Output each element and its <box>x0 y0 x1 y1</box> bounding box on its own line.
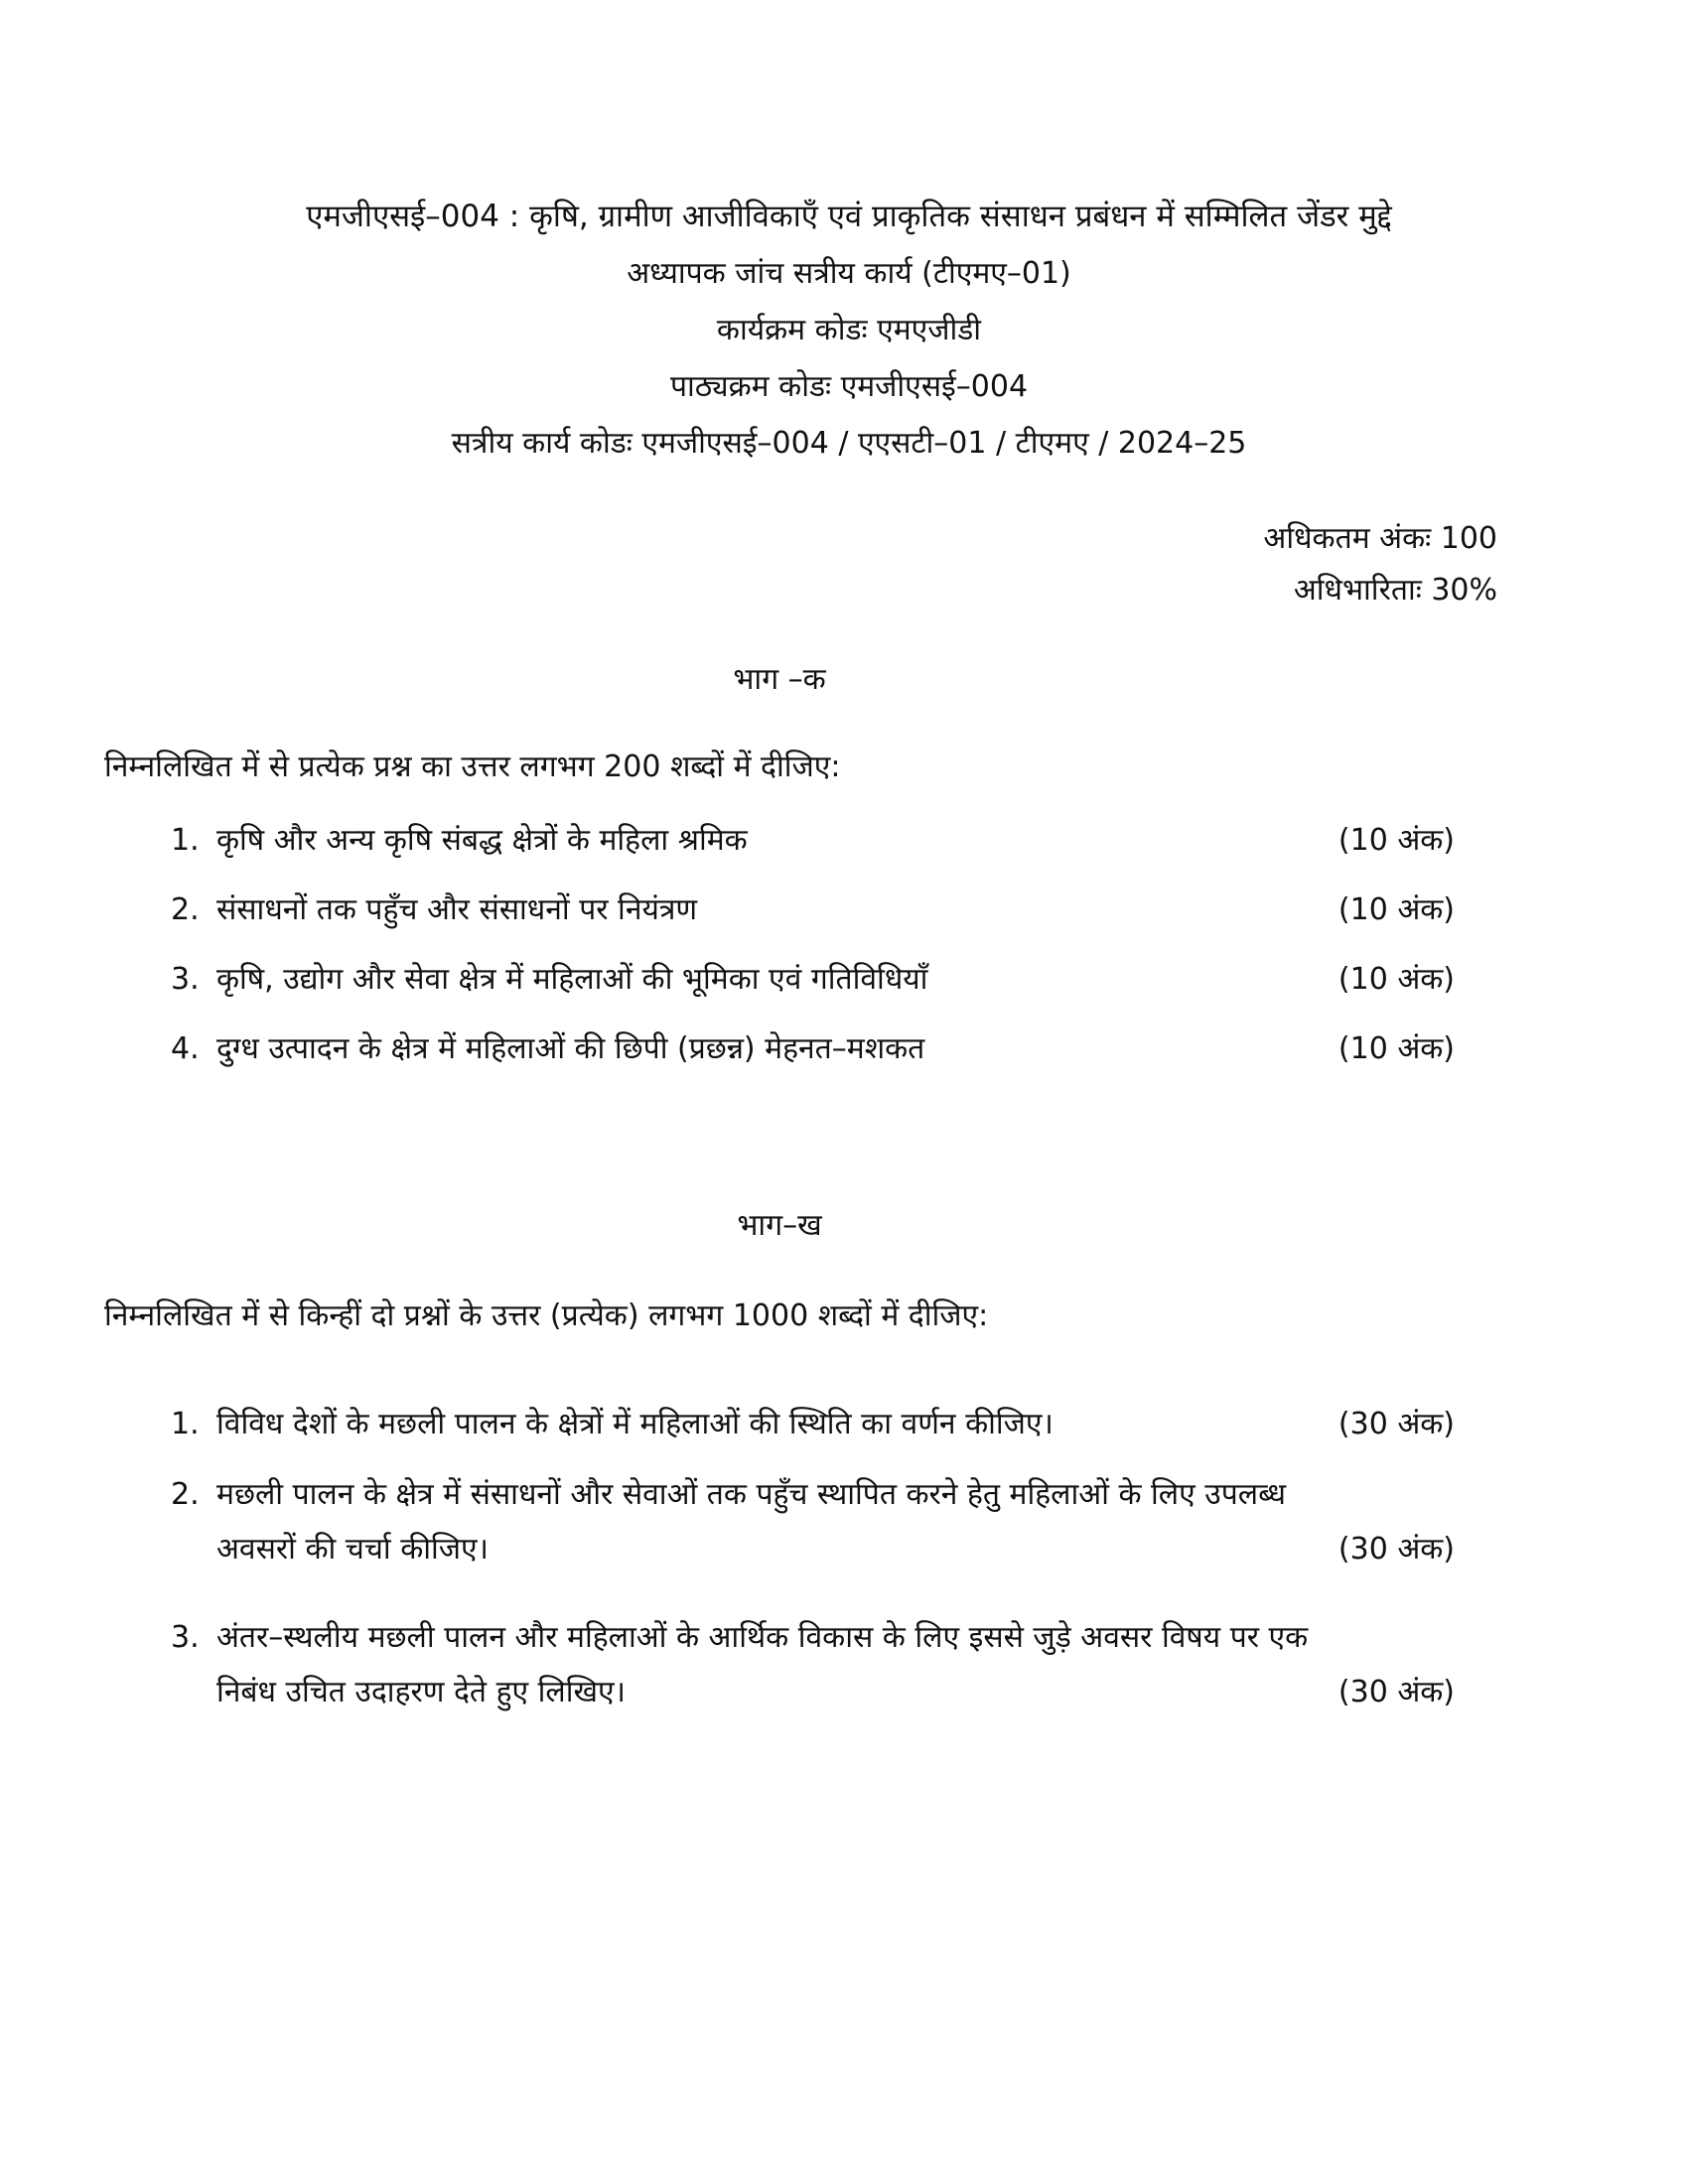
question-row <box>171 1032 1455 1066</box>
question-row <box>171 1478 1455 1512</box>
part-b-question-list <box>171 1408 1455 1709</box>
program-code-line: कार्यक्रम कोडः एमएजीडी <box>716 313 982 347</box>
part-a-heading: भाग –क <box>733 662 826 697</box>
question-marks: (10 अंक) <box>1337 1031 1455 1066</box>
question-number: 2. <box>171 1477 200 1512</box>
question-row <box>171 824 1455 858</box>
question-row <box>171 1408 1455 1441</box>
question-row <box>171 963 1455 997</box>
question-marks: (10 अंक) <box>1337 892 1455 927</box>
question-text-continued: अवसरों की चर्चा कीजिए। <box>216 1532 490 1567</box>
part-a-question-list <box>171 824 1455 1102</box>
weightage-line: अधिभारिताः 30% <box>1293 573 1497 608</box>
question-text: कृषि और अन्य कृषि संबद्ध क्षेत्रों के महिला श्रमिक <box>216 823 748 858</box>
question-number: 3. <box>171 962 200 997</box>
question-marks: (30 अंक) <box>1337 1675 1455 1709</box>
course-title: एमजीएसई–004 : कृषि, ग्रामीण आजीविकाएँ एवं प्राकृतिक संसाधन प्रबंधन में सम्मिलित जेंडर मुद्दे <box>306 199 1392 234</box>
question-number: 1. <box>171 1407 200 1441</box>
question-text: मछली पालन के क्षेत्र में संसाधनों और सेवाओं तक पहुँच स्थापित करने हेतु महिलाओं के लिए उपलब्ध <box>216 1477 1286 1512</box>
question-marks: (30 अंक) <box>1337 1407 1455 1441</box>
marks-info-block <box>1263 513 1497 616</box>
question-text-continued: निबंध उचित उदाहरण देते हुए लिखिए। <box>216 1675 627 1709</box>
max-marks-line: अधिकतम अंकः 100 <box>1263 521 1497 556</box>
question-continuation-row <box>171 1676 1455 1709</box>
document-header <box>209 189 1489 472</box>
question-number: 1. <box>171 823 200 858</box>
question-number: 2. <box>171 892 200 927</box>
question-row <box>171 1621 1455 1655</box>
question-marks: (30 अंक) <box>1337 1532 1455 1567</box>
question-text: दुग्ध उत्पादन के क्षेत्र में महिलाओं की छिपी (प्रछन्न) मेहनत–मशकत <box>216 1031 925 1066</box>
question-text: कृषि, उद्योग और सेवा क्षेत्र में महिलाओं की भूमिका एवं गतिविधियाँ <box>216 962 928 997</box>
assignment-type-line: अध्यापक जांच सत्रीय कार्य (टीएमए–01) <box>627 256 1071 291</box>
part-b-instruction: निम्नलिखित में से किन्हीं दो प्रश्नों के उत्तर (प्रत्येक) लगभग 1000 शब्दों में दीजिए: <box>104 1298 989 1333</box>
question-row <box>171 893 1455 927</box>
question-marks: (10 अंक) <box>1337 962 1455 997</box>
question-marks: (10 अंक) <box>1337 823 1455 858</box>
assignment-code-line: सत्रीय कार्य कोडः एमजीएसई–004 / एएसटी–01 / टीएमए / 2024–25 <box>451 426 1247 461</box>
question-text: अंतर–स्थलीय मछली पालन और महिलाओं के आर्थिक विकास के लिए इससे जुड़े अवसर विषय पर एक <box>216 1620 1309 1655</box>
question-number: 4. <box>171 1031 200 1066</box>
question-text: विविध देशों के मछली पालन के क्षेत्रों में महिलाओं की स्थिति का वर्णन कीजिए। <box>216 1407 1054 1441</box>
question-continuation-row <box>171 1533 1455 1567</box>
question-text: संसाधनों तक पहुँच और संसाधनों पर नियंत्रण <box>216 892 698 927</box>
course-code-line: पाठ्यक्रम कोडः एमजीएसई–004 <box>669 369 1029 404</box>
part-b-heading: भाग–ख <box>737 1208 822 1243</box>
part-a-instruction: निम्नलिखित में से प्रत्येक प्रश्न का उत्तर लगभग 200 शब्दों में दीजिए: <box>104 750 841 784</box>
question-number: 3. <box>171 1620 200 1655</box>
